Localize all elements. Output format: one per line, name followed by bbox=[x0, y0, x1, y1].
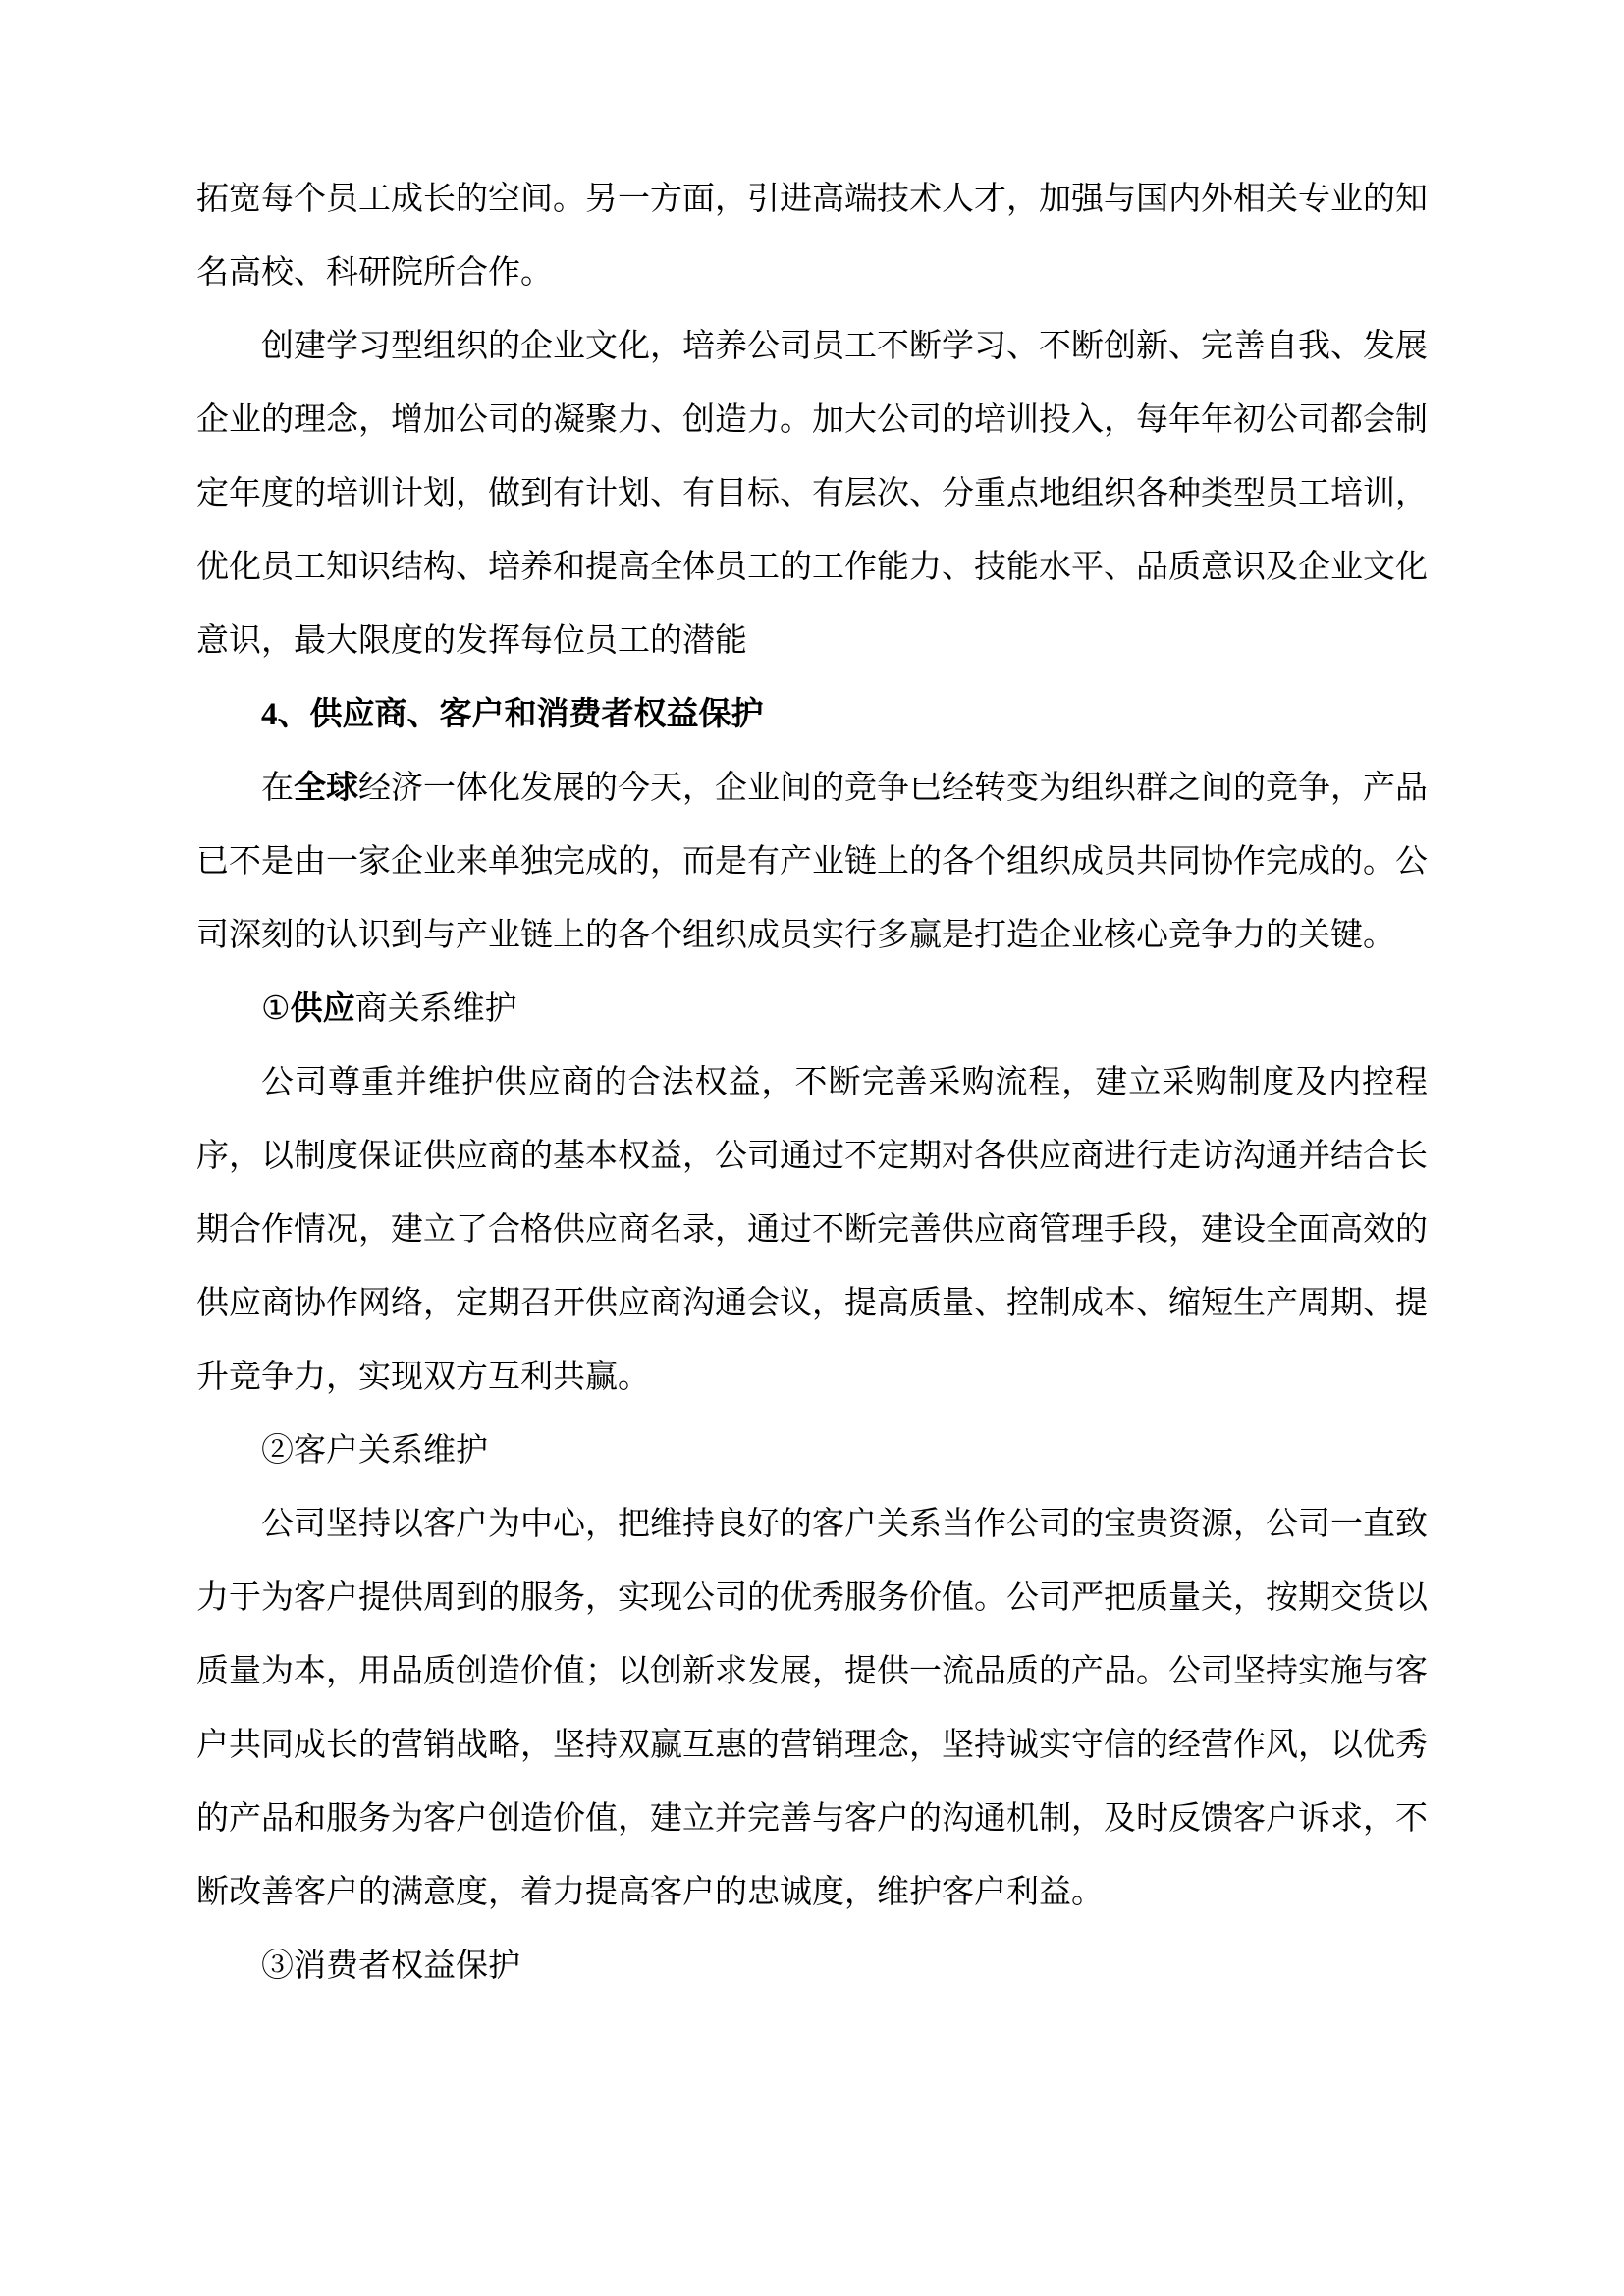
paragraph-supplier-relations bbox=[196, 1046, 1428, 1415]
text-run: 供应 bbox=[290, 991, 355, 1027]
paragraph-customer-relations bbox=[196, 1488, 1428, 1930]
text-run: ① bbox=[261, 991, 291, 1027]
text-run: 公司尊重并维护供应商的合法权益，不断完善采购流程，建立采购制度及内控程序，以制度保证供应商的基本权益，公司通过不定期对各供应商进行走访沟通并结合长期合作情况，建立了合格供应商名录，通过不断完善供应商管理手段，建设全面高效的供应商协作网络，定期召开供应商沟通会议，提高质量、控制成本、缩短生产周期、提升竞争力，实现双方互利共赢。 bbox=[196, 1065, 1428, 1395]
text-run: 经济一体化发展的今天，企业间的竞争已经转变为组织群之间的竞争，产品已不是由一家企业来单独完成的，而是有产业链上的各个组织成员共同协作完成的。公司深刻的认识到与产业链上的各个组织成员实行多赢是打造企业核心竞争力的关键。 bbox=[196, 771, 1428, 953]
text-run: 创建学习型组织的企业文化，培养公司员工不断学习、不断创新、完善自我、发展企业的理念，增加公司的凝聚力、创造力。加大公司的培训投入，每年年初公司都会制定年度的培训计划，做到有计划、有目标、有层次、分重点地组织各种类型员工培训，优化员工知识结构、培养和提高全体员工的工作能力、技能水平、品质意识及企业文化意识，最大限度的发挥每位员工的潜能 bbox=[196, 329, 1428, 659]
text-run: ②客户关系维护 bbox=[261, 1433, 488, 1468]
text-run: 4、供应商、客户和消费者权益保护 bbox=[261, 697, 764, 732]
text-run: ③消费者权益保护 bbox=[261, 1949, 520, 1984]
subsection-heading-1-supplier bbox=[196, 973, 1428, 1046]
paragraph-learning-organization bbox=[196, 310, 1428, 678]
text-run: 商关系维护 bbox=[354, 991, 517, 1027]
text-run: 全球 bbox=[294, 771, 358, 806]
subsection-heading-3-consumer bbox=[196, 1930, 1428, 2003]
text-run: 在 bbox=[261, 771, 294, 806]
subsection-heading-2-customer bbox=[196, 1415, 1428, 1488]
section-heading-4 bbox=[196, 678, 1428, 752]
text-run: 公司坚持以客户为中心，把维持良好的客户关系当作公司的宝贵资源，公司一直致力于为客户提供周到的服务，实现公司的优秀服务价值。公司严把质量关，按期交货以质量为本，用品质创造价值；以创新求发展，提供一流品质的产品。公司坚持实施与客户共同成长的营销战略，坚持双赢互惠的营销理念，坚持诚实守信的经营作风，以优秀的产品和服务为客户创造价值，建立并完善与客户的沟通机制，及时反馈客户诉求，不断改善客户的满意度，着力提高客户的忠诚度，维护客户利益。 bbox=[196, 1507, 1428, 1910]
document-content bbox=[196, 163, 1428, 2003]
paragraph-global-economy bbox=[196, 752, 1428, 973]
paragraph-training-continued bbox=[196, 163, 1428, 310]
text-run: 拓宽每个员工成长的空间。另一方面，引进高端技术人才，加强与国内外相关专业的知名高校、科研院所合作。 bbox=[196, 182, 1428, 291]
